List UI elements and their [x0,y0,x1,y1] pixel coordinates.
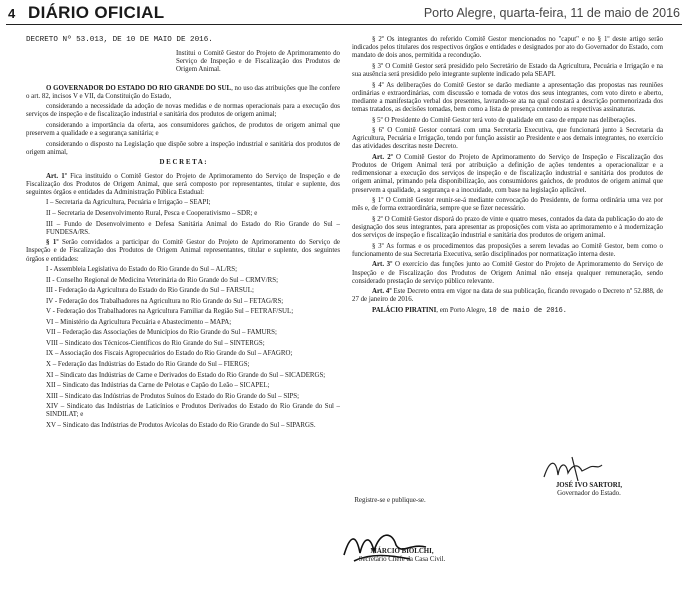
paragraph-1-item: X – Federação das Indústrias do Estado do Rio Grande do Sul – FIERGS; [46,361,250,369]
paragraph-1-item: IV - Federação dos Trabalhadores na Agricultura no Rio Grande do Sul – FETAG/RS; [46,297,284,305]
article-1-text: Fica instituído o Comitê Gestor do Projeto de Aprimoramento do Serviço de Inspeção e de Fiscalização dos Produtos de Origem Animal, que será composto por representantes, titular e suplente, dos seguintes órgãos e entidades da Administração Pública Estadual: [26,172,341,196]
palacio-date: 10 de maio de 2016. [488,306,567,315]
paragraph-1-item: XI – Sindicato das Indústrias de Carne e Derivados do Estado do Rio Grande do Sul – SICADERGS; [46,371,326,379]
paragraph-2: § 2º Os integrantes do referido Comitê Gestor mencionados no "caput" e no § 1º deste artigo serão indicados pelos titulares dos respectivos órgãos e entidades e designados por ato do Governador do Estado, com mandato de dois anos, permitida a recondução. [352,36,663,60]
article-1-item: III – Fundo de Desenvolvimento e Defesa Sanitária Animal do Estado do Rio Grande do Sul – FUNDESA/RS. [46,220,340,236]
paragraph-1-item: VII – Federação das Associações de Municípios do Rio Grande do Sul – FAMURS; [46,329,277,337]
paragraph-5: § 5º O Presidente do Comitê Gestor terá voto de qualidade em caso de empate nas deliberações. [372,116,637,124]
article-3-text: O exercício das funções junto ao Comitê Gestor do Projeto de Aprimoramento do Serviço de Inspeção e de Fiscalização dos Produtos de Origem Animal não enseja qualquer remuneração, sendo considerado prestação de serviço público relevante. [352,261,663,285]
governor-name: JOSÉ IVO SARTORI, [555,482,623,489]
date-line: Porto Alegre, quarta-feira, 11 de maio de 2016 [423,6,680,20]
paragraph-4: § 4º As deliberações do Comitê Gestor se darão mediante a apresentação das propostas nas reuniões ordinárias e extraordinárias, com discussão e tomada de votos dos seus integrantes, com voto direto e aberto, mediante a manifestação verbal dos presentes, lavrando-se ata na qual constará a descrição pormenorizada dos temas tratados, as decisões tomadas, bem como a lista de presença contendo as respectivas assinaturas. [352,81,663,114]
decreta-heading: D E C R E T A : [159,159,207,167]
article-2-paragraph-2: § 2º O Comitê Gestor disporá do prazo de vinte e quatro meses, contados da data da publicação do ato de designação dos seus integrantes, para apresentar as proposições com vista ao aprimoramento e à modernização dos serviços de inspeção e fiscalização industrial e sanitária dos produtos de origem animal. [352,215,663,240]
paragraph-1-item: III - Federação da Agricultura do Estado do Rio Grande do Sul – FARSUL; [46,287,254,295]
article-1-item: I – Secretaria da Agricultura, Pecuária e Irrigação – SEAPI; [46,199,211,207]
article-2-paragraph-3: § 3º As formas e os procedimentos das proposições a serem levadas ao Comitê Gestor, bem como o funcionamento de sua Secretaria Executiva, serão disciplinados por normatização interna deste. [352,242,663,258]
considerando-1: considerando a necessidade da adoção de novas medidas e de normas operacionais para a execução dos serviços de inspeção e de fiscalização industrial e sanitária dos produtos de origem animal; [26,103,340,119]
governor-title: Governador do Estado. [557,490,621,498]
article-1 [26,173,340,197]
right-column [352,36,663,318]
paragraph-1-item: VIII – Sindicato dos Técnicos-Científicos do Rio Grande do Sul – SINTERGS; [46,339,265,347]
secretary-title: Secretário Chefe da Casa Civil. [358,556,446,564]
page-header [6,3,682,23]
paragraph-6: § 6º O Comitê Gestor contará com uma Secretaria Executiva, que funcionará junto à Secretaria da Agricultura, Pecuária e Irrigação, tendo por função assistir ao Presidente e aos demais integrantes, no exercício das atividades descritas neste Decreto. [352,127,663,151]
secretary-name: MÁRCIO BIOLCHI, [370,548,434,555]
article-1-items [26,199,340,236]
paragraph-3: § 3º O Comitê Gestor será presidido pelo Secretário de Estado da Agricultura, Pecuária e Irrigação e na sua ausência será presidido pelo integrante suplente indicado pela SEAPI. [352,62,663,79]
journal-title: DIÁRIO OFICIAL [28,3,165,22]
decree-ementa: Institui o Comitê Gestor do Projeto de Aprimoramento do Serviço de Inspeção e de Fiscalização dos Produtos de Origem Animal. [176,50,340,74]
paragraph-1-item: VI – Ministério da Agricultura Pecuária e Abastecimento – MAPA; [46,318,232,326]
signature-area [352,455,663,595]
article-3 [352,261,663,285]
palacio-piratini: PALÁCIO PIRATINI [372,306,437,314]
article-2-text: O Comitê Gestor do Projeto de Aprimoramento do Serviço de Inspeção e Fiscalização dos Produtos de Origem Animal terá por atribuição a definição de ações tendentes a operacionalizar e a redimensionar a execução dos serviços de inspeção e de fiscalização industrial e sanitária dos produtos de origem animal, primando pela disponibilização, aos consumidores gaúchos, de produtos de origem animal que preservem a qualidade, a segurança e a inocuidade, com base na legislação aplicável. [352,153,664,194]
article-4-label: Art. 4º [372,288,392,296]
left-column [26,36,340,432]
article-1-item: II – Secretaria de Desenvolvimento Rural, Pesca e Cooperativismo – SDR; e [46,210,258,217]
article-2-paragraph-1: § 1º O Comitê Gestor reunir-se-á mediante convocação do Presidente, de forma ordinária uma vez por mês e, de forma extraordinária, sempre que se fizer necessário. [352,197,663,213]
paragraph-1-item: XV – Sindicato das Indústrias de Produtos Avícolas do Estado do Rio Grande do Sul – SIPARGS. [46,421,316,429]
paragraph-1 [26,239,340,263]
article-4 [352,288,663,304]
palacio-line [352,307,663,315]
paragraph-1-item: IX – Associação dos Fiscais Agropecuários do Estado do Rio Grande do Sul – AFAGRO; [46,350,293,358]
decree-number: DECRETO Nº 53.013, DE 10 DE MAIO DE 2016. [26,36,213,44]
paragraph-1-item: XIII – Sindicato das Indústrias de Produtos Suínos do Estado do Rio Grande do Sul – SIPS; [46,392,300,400]
article-3-label: Art. 3º [372,261,393,269]
article-2 [352,154,663,195]
paragraph-1-item: V - Federação dos Trabalhadores na Agricultura Familiar da Região Sul – FETRAF/SUL; [46,308,294,316]
considerando-3: considerando o disposto na Legislação que dispõe sobre a inspeção industrial e sanitária dos produtos de origem animal, [26,140,340,156]
page-number: 4 [8,6,16,21]
governor-signature [524,482,654,498]
governor-heading: O GOVERNADOR DO ESTADO DO RIO GRANDE DO SUL [46,84,232,92]
palacio-rest: , em Porto Alegre, [436,306,489,314]
paragraph-1-label: § 1º [46,239,59,247]
secretary-signature [332,548,472,564]
paragraph-1-item: XII – Sindicato das Indústrias da Carne de Pelotas e Capão do Leão – SICAPEL; [46,382,270,390]
paragraph-1-item: I - Assembleia Legislativa do Estado do Rio Grande do Sul – AL/RS; [46,266,238,274]
paragraph-1-items [26,266,340,430]
preamble [26,85,340,101]
preamble-text: , no uso das atribuições que lhe confere o art. 82, incisos V e VII, da Constituição do Estado, [26,84,341,100]
registro-line: Registre-se e publique-se. [354,497,426,504]
article-2-label: Art. 2º [372,153,393,161]
article-4-text: Este Decreto entra em vigor na data de sua publicação, ficando revogado o Decreto nº 52.888, de 27 de janeiro de 2016. [352,288,663,304]
considerando-2: considerando a importância da oferta, aos consumidores gaúchos, de produtos de origem animal que preservem a qualidade e a segurança sanitária; e [26,122,340,138]
paragraph-1-item: XIV – Sindicato das Indústrias de Laticínios e Produtos Derivados do Estado do Rio Grande do Sul – SINDILAT; e [46,403,340,419]
paragraph-1-item: II - Conselho Regional de Medicina Veterinária do Rio Grande do Sul – CRMV/RS; [46,276,279,284]
article-1-label: Art. 1º [46,172,67,180]
header-rule [6,24,682,25]
governor-signature-scribble [542,455,612,485]
paragraph-1-text: Serão convidados a participar do Comitê Gestor do Projeto de Aprimoramento do Serviço de Inspeção e de Fiscalização dos Produtos de Origem Animal representantes, titular e suplente, dos seguintes órgãos e entidades: [26,239,340,263]
